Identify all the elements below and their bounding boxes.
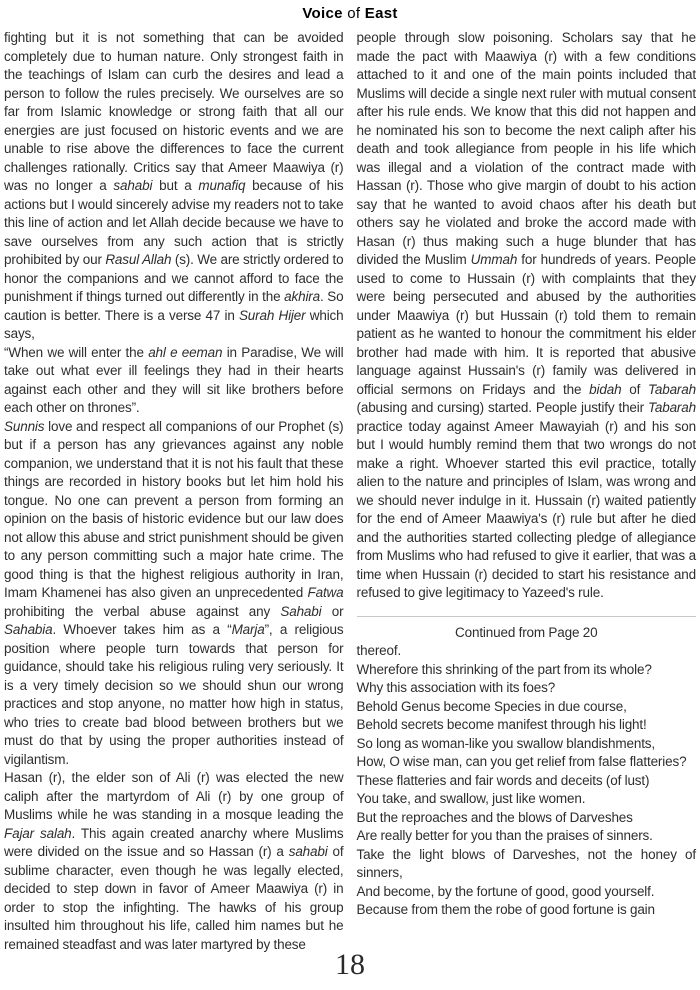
poem-line: But the reproaches and the blows of Darveshes xyxy=(356,809,633,825)
paragraph: Hasan (r), the elder son of Ali (r) was elected the new caliph after the martyrdom of Ali (r) by one group of Muslims while he was standing in a mosque leading the Fajar salah. This again created anarchy where Muslims were divided on the issue and so Hassan (r) a sahabi of sublime character, even though he was legally elected, decided to step down in favor of Ameer Maawiya (r) in order to stop the infighting. The hawks of his group insulted him throughout his life, called him names but he remained steadfast and was later martyred by these xyxy=(4,770,344,952)
continued-from-heading: Continued from Page 20 xyxy=(455,624,598,640)
paragraph: “When we will enter the ahl e eeman in Paradise, We will take out what ever ill feelings they had in their hearts against each other and they will sit like brothers before each other on thrones”. xyxy=(4,344,344,415)
poem-line: Take the light blows of Darveshes, not the honey of sinners, xyxy=(356,846,696,880)
two-column-layout xyxy=(0,29,700,954)
poem-text xyxy=(357,642,697,920)
poem-line: Wherefore this shrinking of the part from its whole? xyxy=(356,661,652,677)
paragraph: fighting but it is not something that can be avoided completely due to human nature. Only strongest faith in the teachings of Islam can curb the desires and lead a person to follow the rules precisely. We ourselves are so far from Islamic knowledge or strong faith that all our energies are just focused on historic events and we are unable to rise above the differences to face the current challenges rationally. Critics say that Ameer Maawiya (r) was no longer a sahabi but a munafiq because of his actions but I would sincerely advise my readers not to take this line of action and let Allah decide because we have to save ourselves from any such action that is strictly prohibited by our Rasul Allah (s). We are strictly ordered to honor the companions and we cannot afford to face the punishment if things turned out differently in the akhira. So caution is better. There is a verse 47 in Surah Hijer which says, xyxy=(4,30,344,341)
poem-line: Are really better for you than the praises of sinners. xyxy=(356,828,653,843)
left-column xyxy=(4,29,344,954)
poem-line: These flatteries and fair words and deceits (of lust) xyxy=(356,772,650,788)
poem-line: You take, and swallow, just like women. xyxy=(356,791,586,806)
poem-line: So long as woman-like you swallow blandishments, xyxy=(356,735,656,751)
article-continuation-text xyxy=(357,29,697,603)
poem-line: Behold secrets become manifest through his light! xyxy=(356,717,647,732)
masthead-title xyxy=(0,0,700,22)
poem-line: thereof. xyxy=(356,643,402,658)
title-segment: of xyxy=(342,5,365,22)
poem-line: Because from them the robe of good fortune is gain xyxy=(356,902,655,917)
paragraph: people through slow poisoning. Scholars say that he made the pact with Maawiya (r) with a few conditions attached to it and one of the main points included that Muslims will decide a single next ruler with mutual consent after his rule ends. We know that this did not happen and he nominated his son to become the next caliph after his death and took allegiance from people in his life which was illegal and a violation of the contract made with Hassan (r). Those who give margin of doubt to his action say that he wanted to avoid chaos after his death but others say he violated and broke the accord made with Hasan (r) thus making such a huge blunder that has divided the Muslim Ummah for hundreds of years. People used to come to Hussain (r) with complaints that they were being persecuted and abused by the authorities under Maawiya (r) but Hussain (r) told them to remain patient as he wanted to honour the commitment his elder brother had made with him. It is reported that abusive language against Hussain's (r) family was delivered in official sermons on Fridays and the bidah of Tabarah (abusing and cursing) started. People justify their Tabarah practice today against Ameer Mawayiah (r) and his son but I would humbly remind them that two wrongs do not make a right. Whoever started this evil practice, totally alien to the nature and principles of Islam, was wrong and we should never indulge in it. Hussain (r) waited patiently for the end of Ameer Maawiya's (r) rule but after he died and the authorities started collecting pledge of allegiance from Muslims who had refused to give it earlier, that was a time when Hussain (r) decided to start his resistance and refused to give legitimacy to Yazeed's rule. xyxy=(356,30,696,600)
poem-line: Behold Genus become Species in due course, xyxy=(356,698,627,714)
section-divider xyxy=(357,616,697,617)
poem-line: Why this association with its foes? xyxy=(356,680,556,695)
poem-line: How, O wise man, can you get relief from false flatteries? xyxy=(356,754,687,769)
poem-line: And become, by the fortune of good, good yourself. xyxy=(356,883,655,899)
right-column xyxy=(357,29,697,954)
page-number: 18 xyxy=(335,948,365,981)
title-segment: Voice xyxy=(302,5,343,22)
title-segment: East xyxy=(364,5,398,22)
paragraph: Sunnis love and respect all companions of our Prophet (s) but if a person has any grievances against any noble companion, we understand that it is not his fault that these things are recorded in history books but let him hold his tongue. No one can prevent a person from forming an opinion on the basis of historic evidence but our law does not allow this abuse and strict punishment should be given to any person committing such a major hate crime. The good thing is that the highest religious authority in Iran, Imam Khamenei has also given an unprecedented Fatwa prohibiting the verbal abuse against any Sahabi or Sahabia. Whoever takes him as a “Marja”, a religious position where people turn towards that person for guidance, should take his religious ruling very seriously. It is a very timely decision so we should shun our wrong practices and stop anyone, no matter how high in status, who tries to create bad blood between brothers but we must do that by using the proper authorities instead of vigilantism. xyxy=(4,418,344,767)
